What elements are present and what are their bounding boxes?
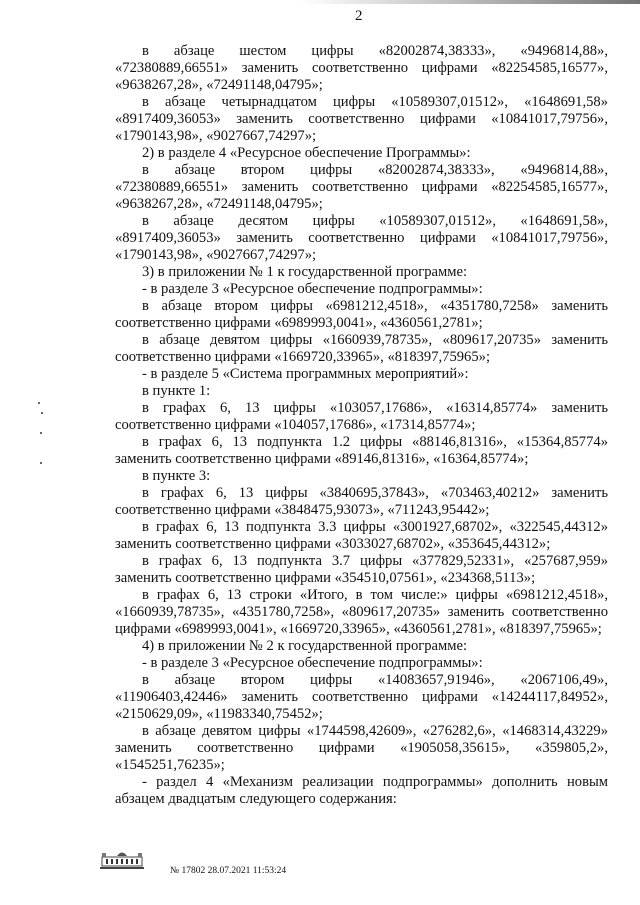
building-logo-icon bbox=[100, 848, 144, 870]
scan-edge-artifact bbox=[300, 0, 640, 4]
paragraph: в абзаце девятом цифры «1744598,42609», «276282,6», «1468314,43229» заменить соответственно цифрами «1905058,35615», «359805,2», «1545251,76235»; bbox=[115, 723, 608, 773]
scan-speck bbox=[38, 402, 40, 404]
page-number: 2 bbox=[355, 8, 363, 24]
paragraph: - в разделе 3 «Ресурсное обеспечение подпрограммы»: bbox=[142, 655, 483, 671]
paragraph: в абзаце втором цифры «14083657,91946», «2067106,49», «11906403,42446» заменить соответственно цифрами «14244117,84952», «2150629,09», «11983340,75452»; bbox=[115, 672, 608, 722]
document-body bbox=[115, 43, 608, 808]
paragraph: 2) в разделе 4 «Ресурсное обеспечение Программы»: bbox=[142, 145, 471, 161]
paragraph: в абзаце шестом цифры «82002874,38333», «9496814,88», «72380889,66551» заменить соответственно цифрами «82254585,16577», «9638267,28», «72491148,04795»; bbox=[115, 43, 608, 93]
paragraph: в пункте 3: bbox=[142, 468, 211, 484]
paragraph: - в разделе 3 «Ресурсное обеспечение подпрограммы»: bbox=[142, 281, 483, 297]
scan-speck bbox=[41, 412, 43, 414]
paragraph: в абзаце десятом цифры «10589307,01512», «1648691,58», «8917409,36053» заменить соответственно цифрами «10841017,79756», «1790143,98», «9027667,74297»; bbox=[115, 213, 608, 263]
paragraph: в графах 6, 13 подпункта 1.2 цифры «88146,81316», «15364,85774» заменить соответственно цифрами «89146,81316», «16364,85774»; bbox=[115, 434, 608, 467]
paragraph: в пункте 1: bbox=[142, 383, 211, 399]
paragraph: 4) в приложении № 2 к государственной программе: bbox=[142, 638, 468, 654]
paragraph: в графах 6, 13 строки «Итого, в том числе:» цифры «6981212,4518», «1660939,78735», «4351780,7258», «809617,20735» заменить соответственно цифрами «6989993,0041», «1669720,33965», «4360561,2781», «818397,75965»; bbox=[115, 587, 608, 637]
paragraph: в графах 6, 13 цифры «103057,17686», «16314,85774» заменить соответственно цифрами «104057,17686», «17314,85774»; bbox=[115, 400, 608, 433]
paragraph: в графах 6, 13 подпункта 3.3 цифры «3001927,68702», «322545,44312» заменить соответственно цифрами «3033027,68702», «353645,44312»; bbox=[115, 519, 608, 552]
paragraph: в абзаце четырнадцатом цифры «10589307,01512», «1648691,58» «8917409,36053» заменить соответственно цифрами «10841017,79756», «1790143,98», «9027667,74297»; bbox=[115, 94, 608, 144]
paragraph: в абзаце втором цифры «82002874,38333», «9496814,88», «72380889,66551» заменить соответственно цифрами «82254585,16577», «9638267,28», «72491148,04795»; bbox=[115, 162, 608, 212]
scan-speck bbox=[40, 462, 42, 464]
document-stamp: № 17802 28.07.2021 11:53:24 bbox=[170, 866, 287, 876]
paragraph: в абзаце втором цифры «6981212,4518», «4351780,7258» заменить соответственно цифрами «6989993,0041», «4360561,2781»; bbox=[115, 298, 608, 331]
paragraph: в абзаце девятом цифры «1660939,78735», «809617,20735» заменить соответственно цифрами «1669720,33965», «818397,75965»; bbox=[115, 332, 608, 365]
paragraph: в графах 6, 13 подпункта 3.7 цифры «377829,52331», «257687,959» заменить соответственно цифрами «354510,07561», «234368,5113»; bbox=[115, 553, 608, 586]
paragraph: в графах 6, 13 цифры «3840695,37843», «703463,40212» заменить соответственно цифрами «3848475,93073», «711243,95442»; bbox=[115, 485, 608, 518]
paragraph: - в разделе 5 «Система программных мероприятий»: bbox=[142, 366, 469, 382]
scan-speck bbox=[40, 432, 42, 434]
paragraph: - раздел 4 «Механизм реализации подпрограммы» дополнить новым абзацем двадцатым следующего содержания: bbox=[115, 774, 608, 807]
paragraph: 3) в приложении № 1 к государственной программе: bbox=[142, 264, 468, 280]
